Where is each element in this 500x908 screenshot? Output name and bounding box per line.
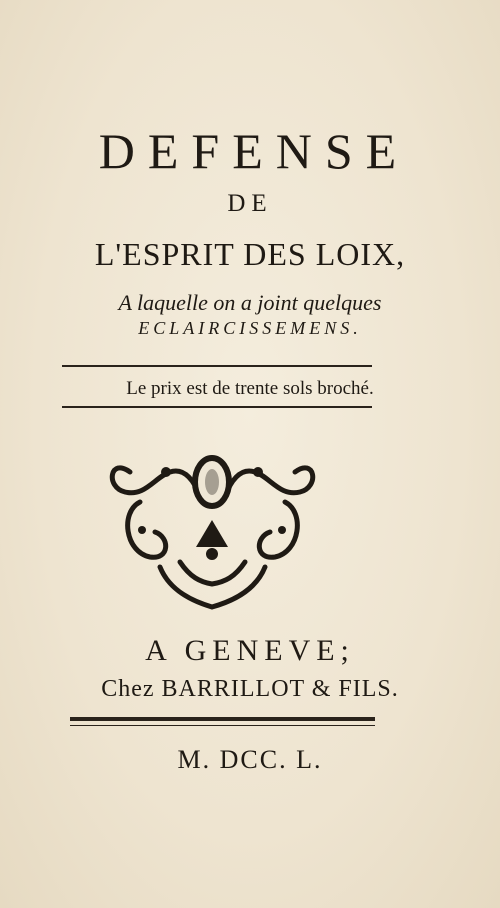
divider-rule-top: [62, 365, 372, 367]
subtitle-line-2: ECLAIRCISSEMENS.: [138, 318, 362, 338]
place-of-publication: A GENEVE;: [145, 634, 355, 667]
divider-rule-double-top: [70, 717, 375, 721]
baroque-scroll-ornament-icon: [100, 442, 325, 614]
subtitle-line-1: A laquelle on a joint quelques: [118, 290, 382, 315]
publisher-line: Chez BARRILLOT & FILS.: [101, 676, 399, 702]
title-preposition: DE: [227, 190, 273, 217]
page-title: DEFENSE: [98, 123, 410, 179]
price-note: Le prix est de trente sols broché.: [126, 378, 374, 399]
divider-rule-double-bottom: [70, 725, 375, 726]
divider-rule-price: [62, 406, 372, 408]
publication-date: M. DCC. L.: [177, 745, 323, 774]
work-title: L'ESPRIT DES LOIX,: [94, 236, 406, 272]
